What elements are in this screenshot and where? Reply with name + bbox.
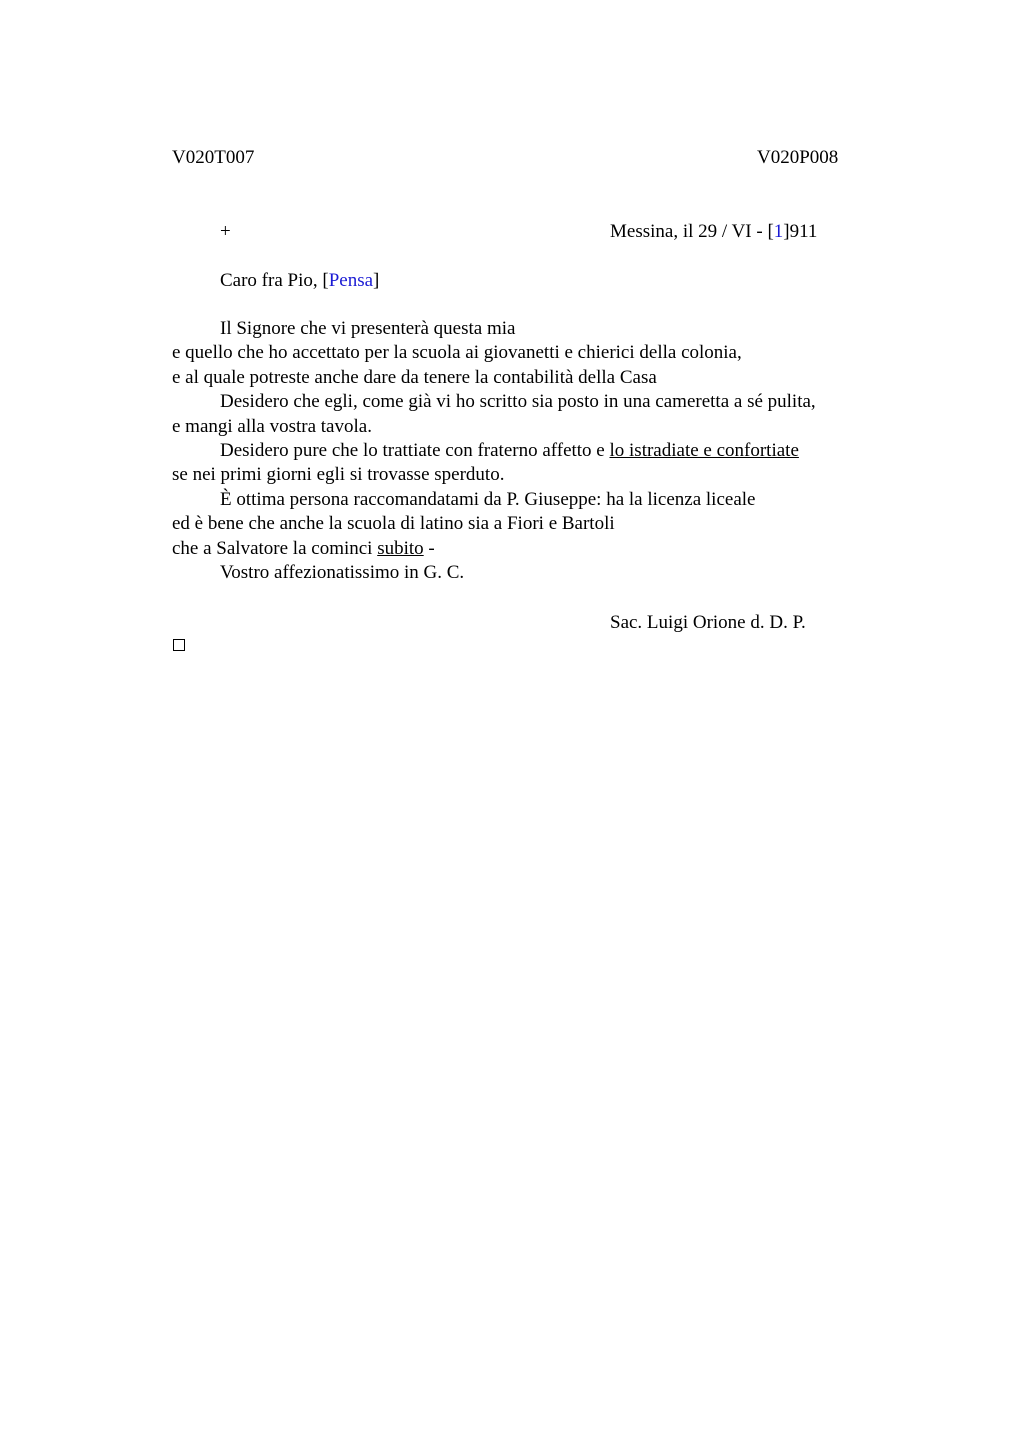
body-line: È ottima persona raccomandatami da P. Giuseppe: ha la licenza liceale xyxy=(220,488,756,510)
body-line: Il Signore che vi presenterà questa mia xyxy=(220,318,516,339)
underlined-phrase: lo istradiate e confortiate xyxy=(609,440,799,462)
body-line xyxy=(172,439,892,463)
salutation-prefix: Caro fra Pio, [ xyxy=(220,270,329,291)
checkbox-icon xyxy=(173,639,185,651)
body-line xyxy=(172,537,892,561)
body-line: Desidero che egli, come già vi ho scritto sia posto in una cameretta a sé pulita, xyxy=(220,391,816,413)
cross-mark: + xyxy=(220,221,231,242)
date-bracket-digit: 1 xyxy=(773,221,784,242)
body-line: ed è bene che anche la scuola di latino sia a Fiori e Bartoli xyxy=(172,513,615,535)
body-line-text: - xyxy=(423,537,435,559)
body-line-text: che a Salvatore la cominci xyxy=(172,537,378,559)
salutation-suffix: ] xyxy=(373,270,380,291)
body-line-text: Desidero pure che lo trattiate con fraterno affetto e xyxy=(220,440,610,462)
salutation xyxy=(220,269,379,293)
date-prefix: Messina, il 29 / VI - [ xyxy=(610,221,774,242)
header-right-code: V020P008 xyxy=(757,147,839,168)
date-line xyxy=(610,220,817,244)
header-left-code: V020T007 xyxy=(172,147,255,168)
body-line: e mangi alla vostra tavola. xyxy=(172,415,372,437)
body-line: se nei primi giorni egli si trovasse sperduto. xyxy=(172,464,505,486)
date-suffix: ]911 xyxy=(783,221,818,242)
signature: Sac. Luigi Orione d. D. P. xyxy=(610,612,806,633)
letter-body xyxy=(172,317,892,585)
body-line: e quello che ho accettato per la scuola ai giovanetti e chierici della colonia, xyxy=(172,342,742,364)
closing-line: Vostro affezionatissimo in G. C. xyxy=(220,562,465,584)
underlined-word: subito xyxy=(377,537,424,559)
body-line: e al quale potreste anche dare da tenere la contabilità della Casa xyxy=(172,366,657,388)
salutation-name: Pensa xyxy=(328,270,374,291)
